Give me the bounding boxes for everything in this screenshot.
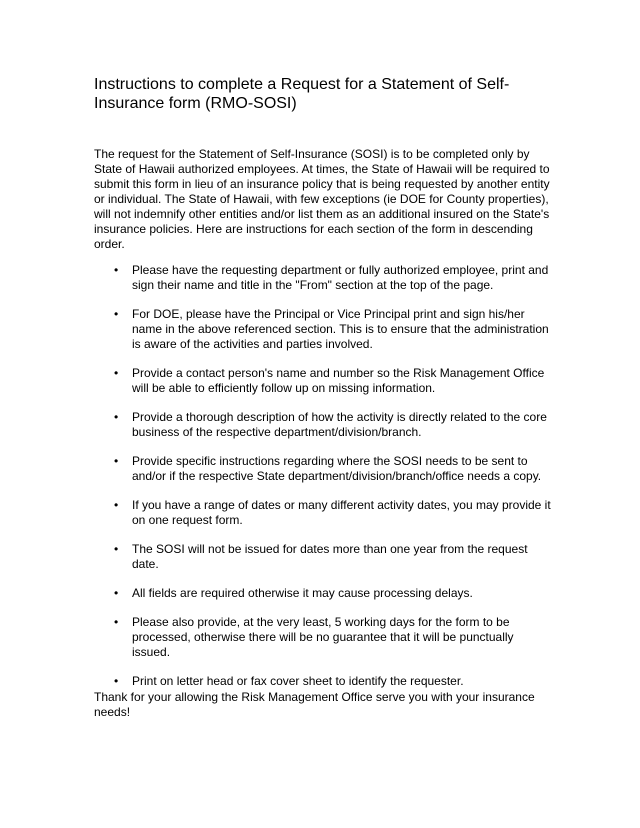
bullet-icon: • [114,674,119,688]
list-item-text: Please also provide, at the very least, 5 working days for the form to be processed, otherwise there will be no guarantee that it will be punctually issued. [132,615,514,659]
list-item-text: If you have a range of dates or many different activity dates, you may provide it on one request form. [132,498,551,527]
list-item [94,307,554,352]
bullet-icon: • [114,498,119,512]
document-title: Instructions to complete a Request for a Statement of Self-Insurance form (RMO-SOSI) [94,76,510,112]
list-item [94,454,554,484]
list-item-text: For DOE, please have the Principal or Vice Principal print and sign his/her name in the above referenced section. This is to ensure that the administration is aware of the activities and parties involved. [132,307,549,351]
closing-paragraph: Thank for your allowing the Risk Management Office serve you with your insurance needs! [94,690,535,719]
list-item-text: The SOSI will not be issued for dates more than one year from the request date. [132,542,528,571]
list-item-text: Provide specific instructions regarding where the SOSI needs to be sent to and/or if the respective State department/division/branch/office needs a copy. [132,454,542,483]
bullet-icon: • [114,366,119,380]
bullet-icon: • [114,307,119,321]
intro-paragraph: The request for the Statement of Self-Insurance (SOSI) is to be completed only by State of Hawaii authorized employees. At times, the State of Hawaii will be required to submit this form in lieu of an insurance policy that is being requested by another entity or individual. The State of Hawaii, with few exceptions (ie DOE for County properties), will not indemnify other entities and/or list them as an additional insured on the State's insurance policies. Here are instructions for each section of the form in descending order. [94,147,550,251]
bullet-icon: • [114,542,119,556]
list-item [94,263,554,293]
list-item [94,586,554,601]
list-item [94,498,554,528]
list-item [94,410,554,440]
list-item-text: Provide a contact person's name and number so the Risk Management Office will be able to efficiently follow up on missing information. [132,366,545,395]
bullet-icon: • [114,586,119,600]
bullet-icon: • [114,454,119,468]
list-item [94,674,554,689]
list-item-text: Print on letter head or fax cover sheet to identify the requester. [132,674,464,688]
list-item [94,366,554,396]
list-item-text: Provide a thorough description of how the activity is directly related to the core business of the respective department/division/branch. [132,410,547,439]
bullet-icon: • [114,615,119,629]
bullet-icon: • [114,410,119,424]
bullet-icon: • [114,263,119,277]
instruction-list [94,263,554,703]
list-item [94,615,554,660]
list-item [94,542,554,572]
list-item-text: Please have the requesting department or fully authorized employee, print and sign their name and title in the "From" section at the top of the page. [132,263,549,292]
list-item-text: All fields are required otherwise it may cause processing delays. [132,586,473,600]
